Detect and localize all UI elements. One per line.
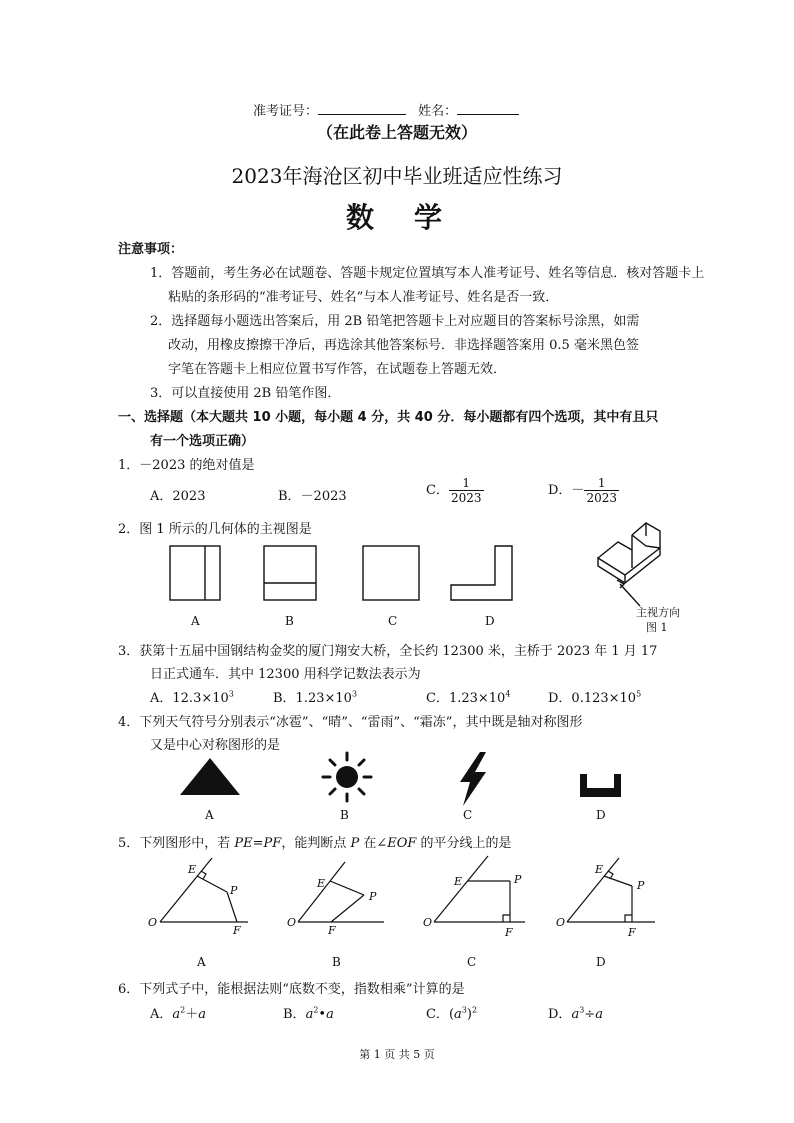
point-p-label: P [637, 879, 645, 892]
q5-angle: EOF [387, 836, 417, 851]
point-e-label: E [454, 875, 463, 888]
option-prefix: C． [426, 1007, 449, 1022]
q1-option-a: A．2023 [150, 489, 206, 504]
notice-line: 粘贴的条形码的“准考证号、姓名”与本人准考证号、姓名是否一致． [168, 290, 559, 305]
exponent: 3 [351, 689, 358, 699]
page-number: 第 1 页 共 5 页 [359, 1048, 435, 1061]
fraction-denominator: 2023 [450, 491, 482, 505]
figure-caption: 图 1 [646, 621, 668, 634]
operator: • [318, 1007, 327, 1022]
q2-label-d: D [485, 614, 495, 628]
exponent: 3 [461, 1005, 467, 1015]
notice-line: 3．可以直接使用 2B 铅笔作图． [150, 386, 341, 401]
q3-stem: 3．获第十五届中国钢结构金奖的厦门翔安大桥，全长约 12300 米，主桥于 2023 年 1 月 17 [118, 644, 658, 659]
q2-label-b: B [285, 614, 294, 628]
q3-d-text: D．0.123×10 [548, 691, 637, 706]
q5-stem-part: 的平分线上的是 [416, 836, 512, 851]
q4-label-b: B [340, 808, 349, 822]
view-direction-label: 主视方向 [636, 606, 680, 619]
point-p-label: P [369, 890, 377, 903]
fraction-denominator: 2023 [586, 491, 617, 505]
q4-label-c: C [463, 808, 473, 822]
point-f-label: F [505, 926, 513, 939]
notice-line: 字笔在答题卡上相应位置书写作答，在试题卷上答题无效． [168, 362, 507, 377]
q6-option-b [283, 1003, 334, 1022]
q3-stem-cont: 日正式通车．其中 12300 用科学记数法表示为 [150, 667, 421, 682]
variable: a [198, 1007, 207, 1022]
point-e-label: E [188, 863, 197, 876]
name-label: 姓名： [418, 104, 458, 119]
variable: a [454, 1007, 462, 1022]
point-f-label: F [233, 924, 241, 937]
exponent: 3 [579, 1005, 585, 1015]
variable: a [172, 1007, 181, 1022]
q6-option-c [426, 1003, 477, 1022]
q5-point: P [350, 836, 360, 851]
operator: ÷ [584, 1007, 596, 1022]
exponent: 2 [313, 1005, 319, 1015]
q3-c-text: C．1.23×10 [426, 691, 506, 706]
q4-label-a: A [205, 808, 214, 822]
q3-b-text: B．1.23×10 [273, 691, 352, 706]
option-prefix: D． [548, 1007, 572, 1022]
q5-label-a: A [197, 955, 206, 969]
fraction-numerator: 1 [584, 476, 619, 491]
point-o-label: O [423, 916, 433, 929]
paren: ( [448, 1007, 455, 1022]
notice-line: 1．答题前，考生务必在试题卷、答题卡规定位置填写本人准考证号、姓名等信息．核对答题卡上 [150, 266, 705, 281]
point-e-label: E [317, 877, 326, 890]
q3-a-text: A．12.3×10 [150, 691, 229, 706]
q2-label-c: C [388, 614, 398, 628]
point-o-label: O [556, 916, 566, 929]
exponent: 2 [180, 1005, 186, 1015]
point-f-label: F [628, 926, 636, 939]
q5-label-d: D [596, 955, 606, 969]
fraction-numerator: 1 [449, 476, 484, 491]
page-title: 2023年海沧区初中毕业班适应性练习 [231, 164, 563, 188]
option-prefix: B． [283, 1007, 306, 1022]
point-f-label: F [328, 924, 336, 937]
exponent: 4 [505, 689, 511, 699]
subject-title: 数 学 [345, 201, 448, 234]
notice-line: 2．选择题每小题选出答案后，用 2B 铅笔把答题卡上对应题目的答案标号涂黑，如需 [150, 314, 640, 329]
section-heading-cont: 有一个选项正确） [150, 434, 255, 449]
figure-c [434, 856, 525, 922]
q4-stem-cont: 又是中心对称图形的是 [150, 738, 281, 753]
variable: a [305, 1007, 314, 1022]
q5-stem-part: 5．下列图形中，若 [118, 836, 235, 851]
q6-stem: 6．下列式子中，能根据法则“底数不变，指数相乘”计算的是 [118, 982, 465, 997]
variable: a [571, 1007, 580, 1022]
exponent: 3 [228, 689, 234, 699]
q1-option-c-prefix: C． [426, 483, 449, 498]
q1-option-d-prefix: D．－ [548, 483, 585, 498]
q4-stem: 4．下列天气符号分别表示“冰雹”、“晴”、“雷雨”、“霜冻”，其中既是轴对称图形 [118, 715, 583, 730]
point-o-label: O [287, 916, 297, 929]
point-p-label: P [514, 873, 522, 886]
q5-condition: PE=PF [234, 836, 282, 851]
q5-label-b: B [332, 955, 341, 969]
q5-stem-part: 在∠ [359, 836, 388, 851]
paren: ) [466, 1007, 472, 1022]
invalid-note: （在此卷上答题无效） [316, 123, 477, 142]
point-e-label: E [595, 863, 604, 876]
q1-stem: 1．－2023 的绝对值是 [118, 458, 255, 473]
q2-stem: 2．图 1 所示的几何体的主视图是 [118, 522, 312, 537]
operator: ＋ [185, 1007, 199, 1022]
exponent: 5 [636, 689, 642, 699]
q1-option-b: B．－2023 [278, 489, 347, 504]
exponent: 2 [471, 1005, 478, 1015]
q2-label-a: A [191, 614, 200, 628]
point-o-label: O [148, 916, 158, 929]
q6-option-d [548, 1003, 603, 1022]
q5-stem-part: ，能判断点 [281, 836, 351, 851]
notice-line: 改动，用橡皮擦擦干净后，再选涂其他答案标号．非选择题答案用 0.5 毫米黑色签 [168, 338, 639, 353]
q6-option-a [150, 1003, 206, 1022]
point-p-label: P [230, 884, 238, 897]
variable: a [326, 1007, 334, 1022]
q4-label-d: D [596, 808, 606, 822]
exam-no-label: 准考证号： [253, 104, 319, 119]
variable: a [595, 1007, 603, 1022]
section-heading: 一、选择题（本大题共 10 小题，每小题 4 分，共 40 分．每小题都有四个选项，其中有且只 [118, 410, 659, 425]
notice-title: 注意事项： [118, 242, 184, 257]
q5-label-c: C [467, 955, 477, 969]
option-prefix: A． [150, 1007, 173, 1022]
